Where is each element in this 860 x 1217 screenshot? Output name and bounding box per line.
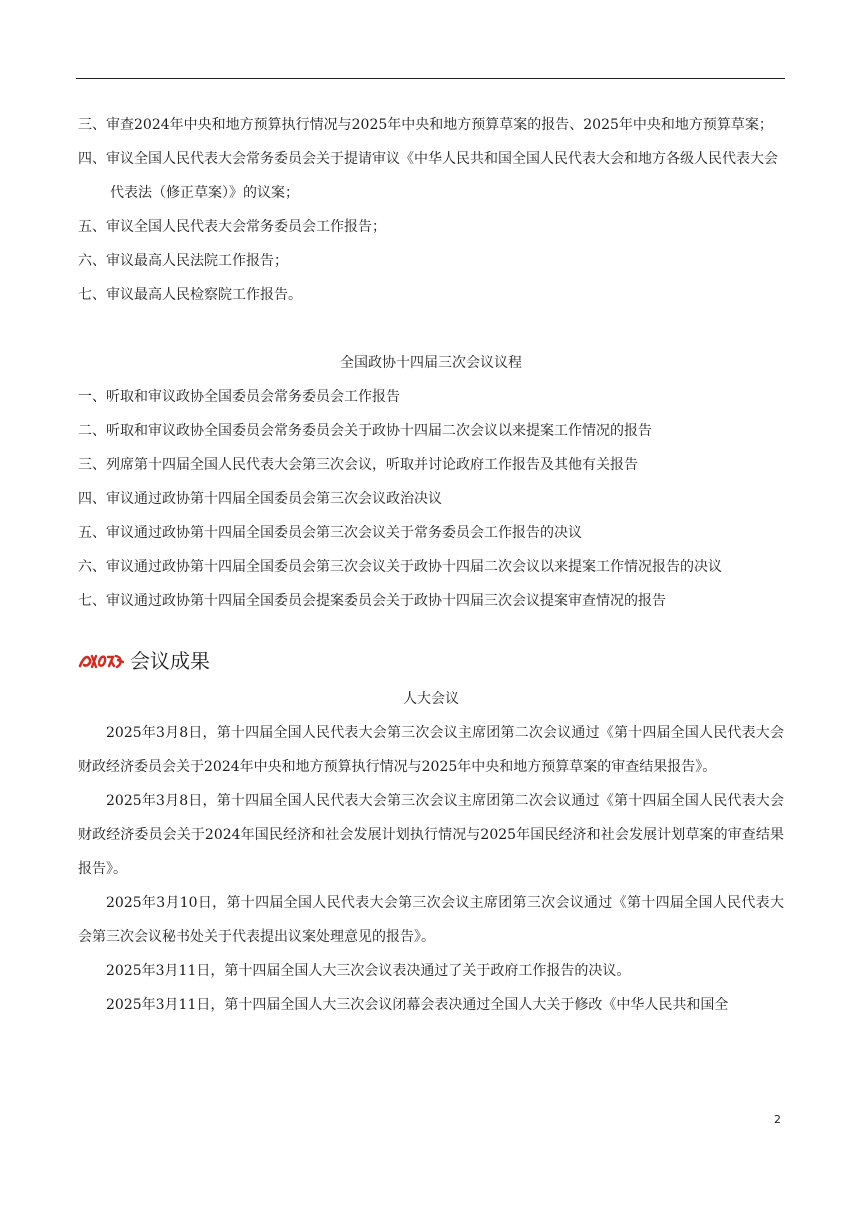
page-content <box>78 108 784 1022</box>
agenda-item-6: 六、审议最高人民法院工作报告； <box>78 253 288 269</box>
cppcc-item-6: 六、审议通过政协第十四届全国委员会第三次会议关于政协十四届二次会议以来提案工作情况报告的决议 <box>78 559 722 575</box>
result-paragraph-3: 2025年3月10日，第十四届全国人民代表大会第三次会议主席团第三次会议通过《第十四届全国人民代表大会第三次会议秘书处关于代表提出议案处理意见的报告》。 <box>78 895 784 945</box>
results-section-header <box>78 640 784 682</box>
cppcc-item-4: 四、审议通过政协第十四届全国委员会第三次会议政治决议 <box>78 491 442 507</box>
agenda-item-5: 五、审议全国人民代表大会常务委员会工作报告； <box>78 219 386 235</box>
cppcc-item-2: 二、听取和审议政协全国委员会常务委员会关于政协十四届二次会议以来提案工作情况的报告 <box>78 423 652 439</box>
result-paragraph-1: 2025年3月8日，第十四届全国人民代表大会第三次会议主席团第二次会议通过《第十四届全国人民代表大会财政经济委员会关于2024年中央和地方预算执行情况与2025年中央和地方预算草案的审查结果报告》。 <box>78 725 784 775</box>
npc-subtitle: 人大会议 <box>403 691 459 707</box>
cppcc-item-5: 五、审议通过政协第十四届全国委员会第三次会议关于常务委员会工作报告的决议 <box>78 525 582 541</box>
cppcc-agenda-title: 全国政协十四届三次会议议程 <box>340 355 522 371</box>
page-number: 2 <box>774 1113 781 1126</box>
result-paragraph-4: 2025年3月11日，第十四届全国人大三次会议表决通过了关于政府工作报告的决议。 <box>106 963 631 979</box>
cppcc-item-3: 三、列席第十四届全国人民代表大会第三次会议，听取并讨论政府工作报告及其他有关报告 <box>78 457 638 473</box>
results-section-title: 会议成果 <box>130 649 210 673</box>
result-paragraph-5: 2025年3月11日，第十四届全国人大三次会议闭幕会表决通过全国人大关于修改《中华人民共和国全 <box>106 997 729 1013</box>
agenda-item-4: 四、审议全国人民代表大会常务委员会关于提请审议《中华人民共和国全国人民代表大会和地方各级人民代表大会代表法（修正草案）》的议案； <box>78 151 778 201</box>
brand-logo-icon <box>78 652 124 670</box>
agenda-item-3: 三、审查2024年中央和地方预算执行情况与2025年中央和地方预算草案的报告、2025年中央和地方预算草案； <box>78 117 773 133</box>
result-paragraph-2: 2025年3月8日，第十四届全国人民代表大会第三次会议主席团第二次会议通过《第十四届全国人民代表大会财政经济委员会关于2024年国民经济和社会发展计划执行情况与2025年国民经济和社会发展计划草案的审查结果报告》。 <box>78 793 784 877</box>
cppcc-item-1: 一、听取和审议政协全国委员会常务委员会工作报告 <box>78 389 400 405</box>
header-rule <box>76 78 785 79</box>
agenda-item-7: 七、审议最高人民检察院工作报告。 <box>78 287 302 303</box>
cppcc-item-7: 七、审议通过政协第十四届全国委员会提案委员会关于政协十四届三次会议提案审查情况的报告 <box>78 593 666 609</box>
